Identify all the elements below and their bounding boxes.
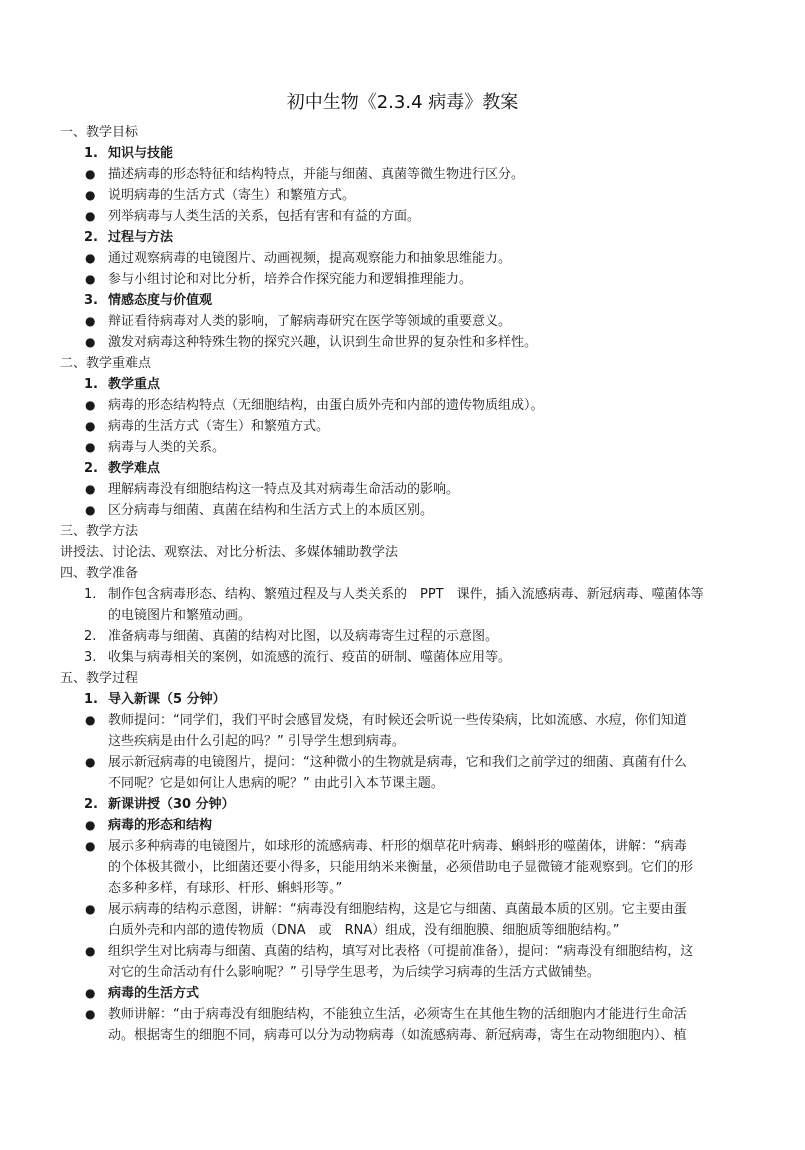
list-item-line: 展示新冠病毒的电镜图片，提问：“这种微小的生物就是病毒，它和我们之前学过的细菌、真菌有什么	[108, 755, 687, 770]
list-item-text: 通过观察病毒的电镜图片、动画视频，提高观察能力和抽象思维能力。	[108, 251, 512, 266]
list-item	[60, 1004, 750, 1046]
list-item	[60, 437, 750, 458]
bullet-icon: ●	[85, 251, 96, 265]
list-item-text: 辩证看待病毒对人类的影响，了解病毒研究在医学等领域的重要意义。	[108, 314, 512, 329]
list-item-line: 制作包含病毒形态、结构、繁殖过程及与人类关系的 PPT 课件，插入流感病毒、新冠病毒、噬菌体等	[108, 587, 704, 602]
section-preparation	[60, 563, 750, 668]
list-item-line: 动。根据寄生的细胞不同，病毒可以分为动物病毒（如流感病毒、新冠病毒，寄生在动物细胞内）、植	[108, 1028, 687, 1043]
bullet-icon: ●	[85, 755, 96, 769]
list-item-text: 描述病毒的形态特征和结构特点，并能与细菌、真菌等微生物进行区分。	[108, 167, 525, 182]
section-heading: 四、教学准备	[60, 566, 139, 581]
list-item-text: 参与小组讨论和对比分析，培养合作探究能力和逻辑推理能力。	[108, 272, 473, 287]
item-number: 2.	[84, 461, 98, 476]
bullet-icon: ●	[85, 335, 96, 349]
list-item-text: 理解病毒没有细胞结构这一特点及其对病毒生命活动的影响。	[108, 482, 460, 497]
section-heading: 一、教学目标	[60, 125, 139, 140]
section-heading: 二、教学重难点	[60, 356, 152, 371]
list-item-text: 激发对病毒这种特殊生物的探究兴趣，认识到生命世界的复杂性和多样性。	[108, 335, 538, 350]
list-item-line: 展示病毒的结构示意图，讲解：“病毒没有细胞结构，这是它与细菌、真菌最本质的区别。它主要由蛋	[108, 902, 687, 917]
list-item-line: 对它的生命活动有什么影响呢？” 引导学生思考，为后续学习病毒的生活方式做铺垫。	[108, 965, 600, 980]
bullet-icon: ●	[85, 188, 96, 202]
list-item	[60, 395, 750, 416]
document-body	[60, 122, 750, 1046]
subheading-label: 新课讲授（30 分钟）	[108, 797, 235, 812]
list-item	[60, 647, 750, 668]
bullet-icon: ●	[85, 314, 96, 328]
list-item-line: 不同呢？它是如何让人患病的呢？” 由此引入本节课主题。	[108, 776, 444, 791]
list-item	[60, 626, 750, 647]
list-item	[60, 752, 750, 794]
bullet-icon: ●	[85, 419, 96, 433]
subheading-label: 教学难点	[108, 461, 161, 476]
list-item	[60, 941, 750, 983]
section-key-points	[60, 353, 750, 521]
list-item-line: 态多种多样，有球形、杆形、蝌蚪形等。”	[108, 881, 343, 896]
list-item-line: 教师讲解：“由于病毒没有细胞结构，不能独立生活，必须寄生在其他生物的活细胞内才能进行生命活	[108, 1007, 687, 1022]
list-item-text: 病毒的生活方式（寄生）和繁殖方式。	[108, 419, 330, 434]
list-item	[60, 500, 750, 521]
item-number: 1.	[84, 692, 98, 707]
item-number: 1.	[84, 146, 98, 161]
list-item-line: 组织学生对比病毒与细菌、真菌的结构，填写对比表格（可提前准备），提问：“病毒没有细胞结构，这	[108, 944, 694, 959]
subheading-label: 过程与方法	[108, 230, 174, 245]
section-process	[60, 668, 750, 1046]
subheading	[60, 227, 750, 248]
list-item-text: 准备病毒与细菌、真菌的结构对比图，以及病毒寄生过程的示意图。	[108, 629, 499, 644]
item-number: 3.	[84, 293, 98, 308]
list-item-line: 白质外壳和内部的遗传物质（DNA 或 RNA）组成，没有细胞膜、细胞质等细胞结构。”	[108, 923, 620, 938]
list-item-line: 教师提问：“同学们，我们平时会感冒发烧，有时候还会听说一些传染病，比如流感、水痘，你们知道	[108, 713, 687, 728]
item-number: 3.	[84, 650, 97, 665]
subheading-label: 导入新课（5 分钟）	[108, 692, 226, 707]
paragraph: 讲授法、讨论法、观察法、对比分析法、多媒体辅助教学法	[60, 545, 399, 560]
subheading-label: 教学重点	[108, 377, 161, 392]
list-item-line: 的电镜图片和繁殖动画。	[108, 608, 252, 623]
item-number: 2.	[84, 797, 98, 812]
bullet-icon: ●	[85, 1007, 96, 1021]
bullet-icon: ●	[85, 902, 96, 916]
bullet-icon: ●	[85, 167, 96, 181]
bullet-icon: ●	[85, 503, 96, 517]
subheading	[60, 689, 750, 710]
list-item-text: 收集与病毒相关的案例，如流感的流行、疫苗的研制、噬菌体应用等。	[108, 650, 512, 665]
item-number: 2.	[84, 629, 97, 644]
bullet-icon: ●	[85, 440, 96, 454]
bullet-icon: ●	[85, 944, 96, 958]
section-objectives	[60, 122, 750, 353]
list-item	[60, 584, 750, 626]
list-item	[60, 479, 750, 500]
list-item-text: 病毒的形态和结构	[108, 818, 213, 833]
subheading-label: 情感态度与价值观	[108, 293, 213, 308]
list-item-heading	[60, 815, 750, 836]
list-item-heading	[60, 983, 750, 1004]
list-item	[60, 206, 750, 227]
bullet-icon: ●	[85, 482, 96, 496]
subheading	[60, 290, 750, 311]
subheading	[60, 458, 750, 479]
bullet-icon: ●	[85, 272, 96, 286]
list-item	[60, 332, 750, 353]
subheading	[60, 794, 750, 815]
item-number: 1.	[84, 587, 97, 602]
list-item	[60, 164, 750, 185]
list-item	[60, 899, 750, 941]
section-methods	[60, 521, 750, 563]
list-item	[60, 185, 750, 206]
subheading	[60, 143, 750, 164]
list-item-line: 展示多种病毒的电镜图片，如球形的流感病毒、杆形的烟草花叶病毒、蝌蚪形的噬菌体，讲解：“病毒	[108, 839, 687, 854]
list-item	[60, 836, 750, 899]
list-item	[60, 248, 750, 269]
list-item-text: 病毒的生活方式	[108, 986, 200, 1001]
list-item-text: 区分病毒与细菌、真菌在结构和生活方式上的本质区别。	[108, 503, 434, 518]
list-item-text: 列举病毒与人类生活的关系，包括有害和有益的方面。	[108, 209, 421, 224]
bullet-icon: ●	[85, 818, 96, 832]
list-item-line: 这些疾病是由什么引起的吗？” 引导学生想到病毒。	[108, 734, 405, 749]
bullet-icon: ●	[85, 713, 96, 727]
page-title: 初中生物《2.3.4 病毒》教案	[286, 92, 519, 113]
list-item-text: 病毒与人类的关系。	[108, 440, 226, 455]
list-item-text: 说明病毒的生活方式（寄生）和繁殖方式。	[108, 188, 356, 203]
list-item-text: 病毒的形态结构特点（无细胞结构，由蛋白质外壳和内部的遗传物质组成）。	[108, 398, 544, 413]
subheading	[60, 374, 750, 395]
section-heading: 三、教学方法	[60, 524, 139, 539]
section-heading: 五、教学过程	[60, 671, 139, 686]
bullet-icon: ●	[85, 986, 96, 1000]
subheading-label: 知识与技能	[108, 146, 174, 161]
bullet-icon: ●	[85, 398, 96, 412]
list-item-line: 的个体极其微小，比细菌还要小得多，只能用纳米来衡量，必须借助电子显微镜才能观察到。它们的形	[108, 860, 694, 875]
list-item	[60, 311, 750, 332]
list-item	[60, 269, 750, 290]
bullet-icon: ●	[85, 839, 96, 853]
list-item	[60, 416, 750, 437]
item-number: 2.	[84, 230, 98, 245]
list-item	[60, 710, 750, 752]
bullet-icon: ●	[85, 209, 96, 223]
item-number: 1.	[84, 377, 98, 392]
